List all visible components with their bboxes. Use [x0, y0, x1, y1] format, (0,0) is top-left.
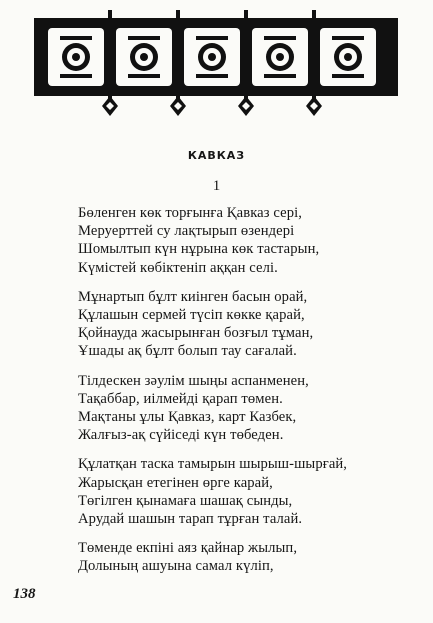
- poem-line: Төгілген қынамаға шашақ сынды,: [78, 492, 293, 509]
- ornament-border: [34, 10, 398, 120]
- stanza: [78, 455, 428, 528]
- poem-line: Жарысқан етегінен өрге карай,: [78, 474, 273, 491]
- ornament-pendants: [102, 94, 322, 116]
- poem-line: Тақаббар, иілмейді қарап төмен.: [78, 390, 283, 407]
- stanza: [78, 539, 428, 575]
- poem-body: [78, 204, 428, 587]
- poem-line: Долының ашуына самал күліп,: [78, 558, 274, 575]
- poem-line: Қойнауда жасырынған бозғыл тұман,: [78, 325, 314, 342]
- poem-line: Күмістей көбіктеніп аққан селі.: [78, 259, 278, 276]
- poem-line: Мақтаны ұлы Қавказ, карт Казбек,: [78, 409, 297, 426]
- poem-line: Тілдескен зәулім шыңы аспанменен,: [78, 372, 309, 389]
- poem-line: Құлашын сермей түсіп көкке қарай,: [78, 307, 305, 324]
- poem-line: Құлатқан таска тамырын шырыш-шырғай,: [78, 456, 348, 473]
- page-number: 138: [13, 586, 36, 602]
- stanza: [78, 204, 428, 277]
- poem-line: Ұшады ақ бұлт болып тау сағалай.: [78, 343, 297, 360]
- stanza: [78, 372, 428, 445]
- poem-line: Меруерттей су лақтырып өзендері: [78, 223, 295, 240]
- poem-line: Бөленген көк торғынға Қавказ сері,: [78, 205, 302, 221]
- poem-line: Шомылтып күн нұрына көк тастарын,: [78, 241, 320, 258]
- poem-line: Арудай шашын тарап тұрған талай.: [78, 511, 303, 528]
- poem-line: Төменде екпіні аяз қайнар жылып,: [78, 540, 298, 557]
- poem-line: Жалғыз-ақ сүйіседі күн төбеден.: [78, 427, 284, 444]
- section-number: 1: [212, 178, 221, 194]
- poem-line: Мұнартып бұлт киінген басын орай,: [78, 288, 308, 305]
- poem-title: КАВКАЗ: [187, 149, 246, 162]
- stanza: [78, 288, 428, 361]
